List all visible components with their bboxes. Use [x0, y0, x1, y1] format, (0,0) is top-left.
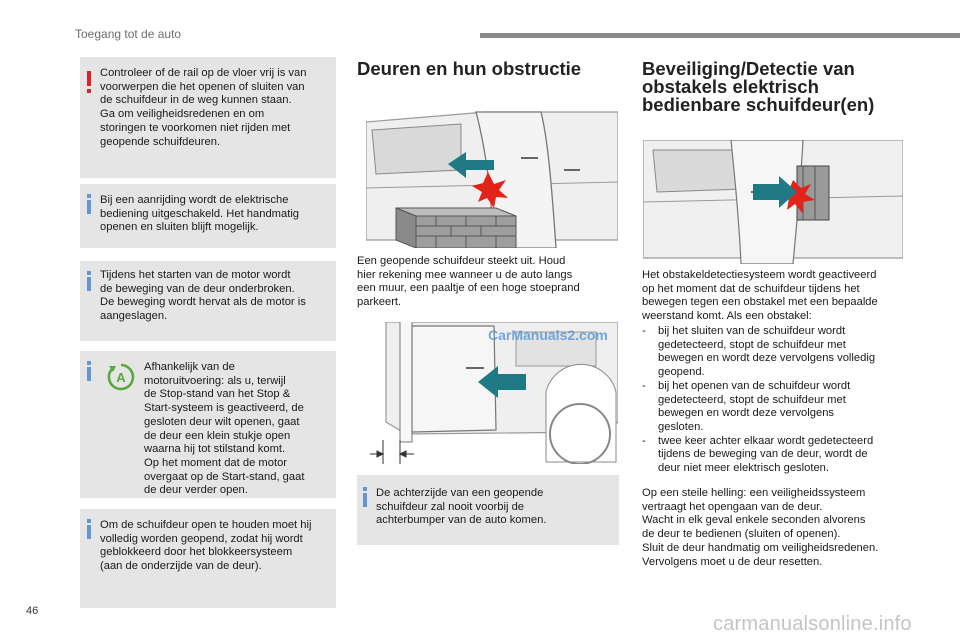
- figure-door-rear-bumper: [366, 322, 618, 464]
- list-item: - bij het sluiten van de schuifdeur wordt gedetecteerd, stopt de schuifdeur met bewegen en wordt deze vervolgens volledig geopend.: [642, 325, 876, 379]
- section-heading-obstruction: Deuren en hun obstructie: [357, 58, 582, 79]
- brick-wall: [396, 208, 516, 248]
- detection-intro: Het obstakeldetectiesysteem wordt geactiveerd op het moment dat de schuifdeur tijdens het bewegen tegen een obstakel met een bepaalde weerstand komt. Als een obstakel:: [642, 269, 878, 323]
- section-heading-obstacle-detection: Beveiliging/Detectie van obstakels elektrisch bedienbare schuifdeur(en): [642, 58, 875, 115]
- info-text: Bij een aanrijding wordt de elektrische bediening uitgeschakeld. Het handmatig openen en sluiten blijft mogelijk.: [100, 194, 300, 234]
- info-text: De achterzijde van een geopende schuifdeur zal nooit voorbij de achterbumper van de auto komen.: [376, 487, 547, 527]
- section-title: Toegang tot de auto: [75, 27, 182, 41]
- list-item: - bij het openen van de schuifdeur wordt gedetecteerd, stopt de schuifdeur met bewegen en wordt deze vervolgens gesloten.: [642, 379, 851, 433]
- info-box-collision: [80, 184, 336, 248]
- info-icon: [87, 525, 91, 539]
- detection-outro: Op een steile helling: een veiligheidssysteem vertraagt het opengaan van de deur. Wacht in elk geval enkele seconden alvorens de deur te bedienen (sluiten of openen). Sluit de deur handmatig om veiligheidsredenen. Vervolgens moet u de deur resetten.: [642, 487, 879, 568]
- list-item: - twee keer achter elkaar wordt gedetecteerd tijdens de beweging van de deur, wordt de deur niet meer elektrisch gesloten.: [642, 434, 874, 475]
- warning-box-rail: [80, 57, 336, 178]
- detection-bullet-list: [642, 325, 912, 476]
- svg-text:A: A: [116, 370, 126, 385]
- warning-icon: [87, 71, 91, 86]
- info-icon: [87, 200, 91, 214]
- watermark-carmanuals: CarManuals2.com: [488, 327, 608, 343]
- stop-start-eco-icon: [106, 362, 136, 392]
- info-box-stop-start: [80, 351, 336, 498]
- info-text: Om de schuifdeur open te houden moet hij volledig worden geopend, zodat hij wordt geblokkeerd door het blokkeersysteem (aan de onderzijde van de deur).: [100, 519, 312, 573]
- footer-watermark: carmanualsonline.info: [713, 613, 912, 635]
- info-icon: [87, 367, 91, 381]
- obstruction-paragraph: Een geopende schuifdeur steekt uit. Houd hier rekening mee wanneer u de auto langs een muur, een paaltje of een hoge stoeprand parkeert.: [357, 255, 580, 309]
- figure-door-detection: [643, 140, 903, 264]
- info-box-rear-bumper: [357, 475, 619, 545]
- info-text: Afhankelijk van de motoruitvoering: als u, terwijl de Stop-stand van het Stop & Start-systeem is geactiveerd, de gesloten deur wilt openen, gaat de deur een klein stukje open waarna hij tot stilstand komt. Op het moment dat de motor overgaat op de Start-stand, gaat de deur verder open.: [144, 361, 305, 497]
- info-icon: [87, 277, 91, 291]
- warning-text: Controleer of de rail op de vloer vrij is van voorwerpen die het openen of sluiten van de schuifdeur in de weg kunnen staan. Ga om veiligheidsredenen en om storingen te voorkomen niet rijden met geopende schuifdeuren.: [100, 67, 307, 148]
- info-icon: [363, 493, 367, 507]
- header-bar: [480, 33, 960, 38]
- info-text: Tijdens het starten van de motor wordt de beweging van de deur onderbroken. De beweging wordt hervat als de motor is aangeslagen.: [100, 269, 306, 323]
- figure-door-wall: [366, 110, 618, 248]
- info-box-engine-start: [80, 261, 336, 341]
- page-number: 46: [26, 605, 39, 617]
- info-box-hold-open: [80, 509, 336, 608]
